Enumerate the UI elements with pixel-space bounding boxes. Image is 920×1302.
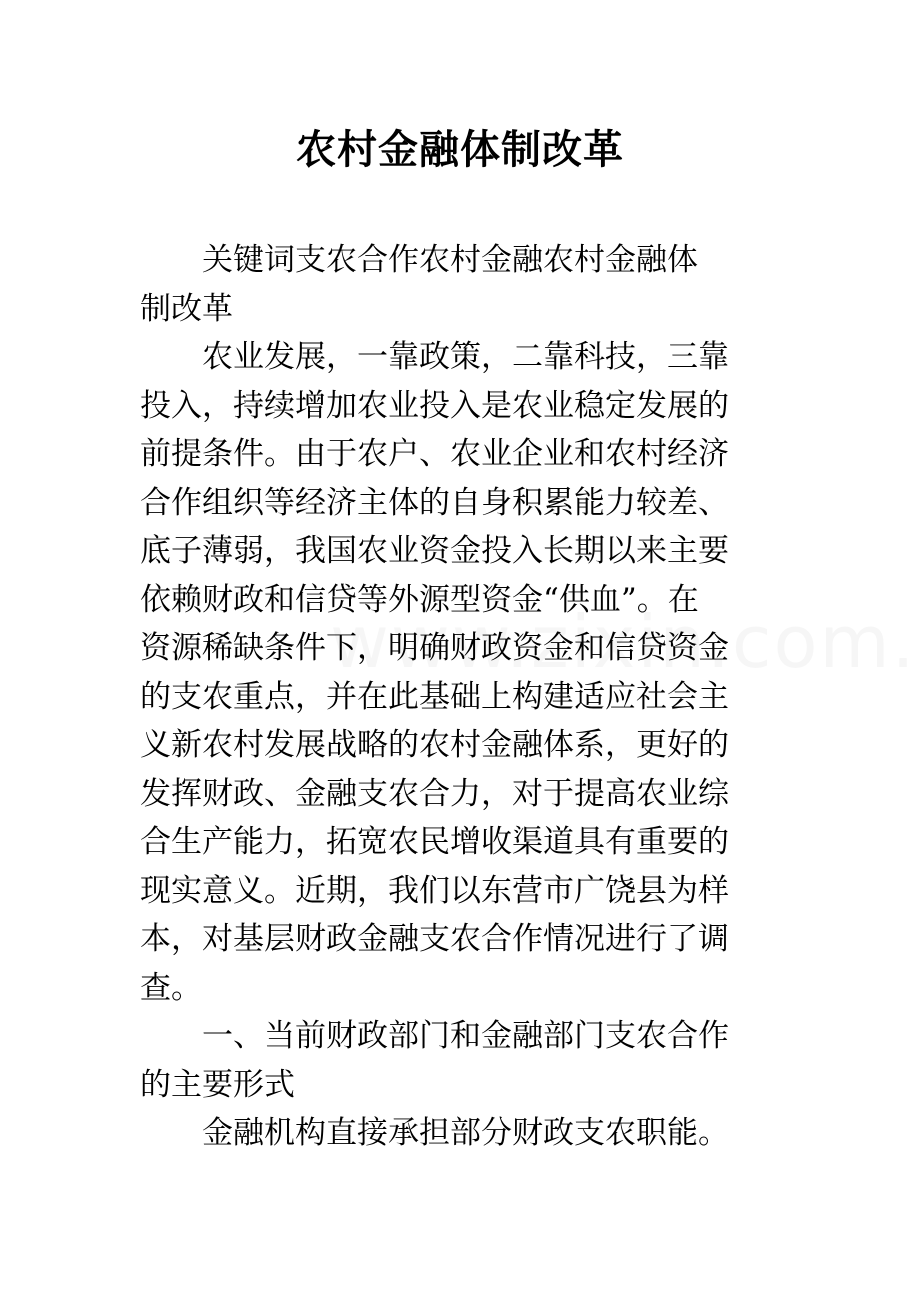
- text-line: 发挥财政、金融支农合力，对于提高农业综: [140, 775, 729, 812]
- document-body: [140, 236, 790, 1158]
- text-line: 合作组织等经济主体的自身积累能力较差、: [140, 484, 729, 521]
- text-line: 依赖财政和信贷等外源型资金“供血”。在: [140, 581, 699, 618]
- text-line: 金融机构直接承担部分财政支农职能。: [202, 1115, 729, 1151]
- text-line: 本，对基层财政金融支农合作情况进行了调: [140, 921, 729, 957]
- text-line: 义新农村发展战略的农村金融体系，更好的: [140, 727, 729, 763]
- text-line: 农业发展，一靠政策，二靠科技，三靠: [202, 339, 729, 375]
- text-line: 前提条件。由于农户、农业企业和农村经济: [140, 436, 729, 472]
- intro-paragraph: [140, 333, 790, 1012]
- section-heading: [140, 1012, 790, 1109]
- text-line: 现实意义。近期，我们以东营市广饶县为样: [140, 872, 729, 909]
- document-title: 农村金融体制改革: [296, 126, 624, 173]
- text-line: 资源稀缺条件下，明确财政资金和信贷资金: [140, 630, 729, 666]
- text-line: 查。: [140, 969, 202, 1006]
- text-line: 投入，持续增加农业投入是农业稳定发展的: [140, 387, 729, 424]
- text-line: 合生产能力，拓宽农民增收渠道具有重要的: [140, 824, 729, 860]
- text-line: 底子薄弱，我国农业资金投入长期以来主要: [140, 533, 729, 569]
- text-line: 制改革: [140, 290, 233, 327]
- text-line: 一、当前财政部门和金融部门支农合作: [202, 1018, 729, 1054]
- section-paragraph: [140, 1109, 790, 1158]
- text-line: 关键词支农合作农村金融农村金融体: [202, 242, 698, 278]
- keywords-paragraph: [140, 236, 790, 333]
- text-line: 的主要形式: [140, 1066, 295, 1103]
- text-line: 的支农重点，并在此基础上构建适应社会主: [140, 678, 729, 715]
